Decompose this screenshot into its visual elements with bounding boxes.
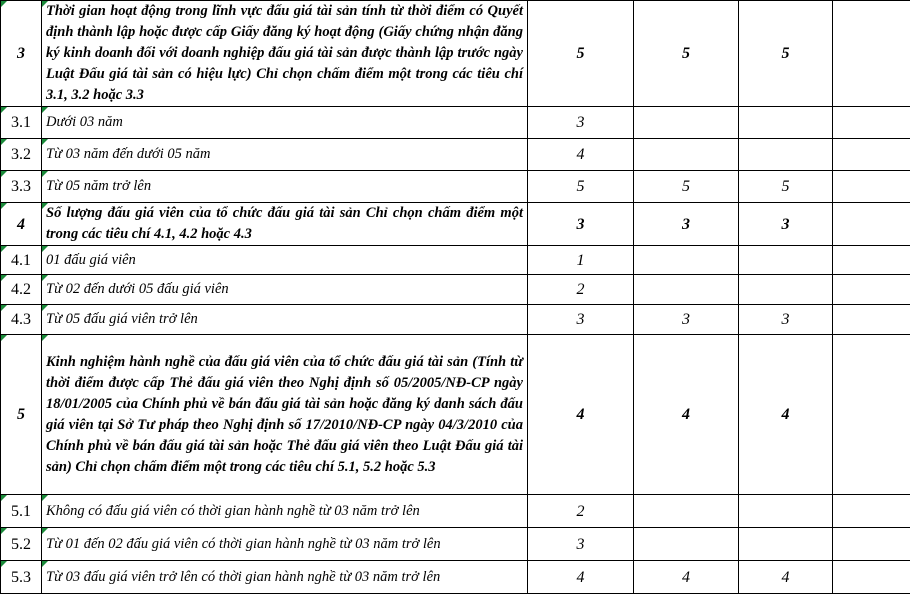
score-max: 2 bbox=[577, 281, 585, 298]
criteria-index: 5.1 bbox=[11, 503, 31, 520]
score-max-cell[interactable] bbox=[528, 335, 634, 495]
criteria-description: Từ 03 năm đến dưới 05 năm bbox=[46, 146, 211, 162]
criteria-index-cell[interactable] bbox=[1, 246, 42, 275]
score-note-cell[interactable] bbox=[833, 139, 910, 171]
criteria-index: 4.3 bbox=[11, 311, 31, 328]
cell-comment-marker-icon bbox=[1, 335, 7, 341]
score-max: 5 bbox=[577, 45, 585, 62]
criteria-description: Kinh nghiệm hành nghề của đấu giá viên của tổ chức đấu giá tài sản (Tính từ thời điểm được cấp Thẻ đấu giá viên theo Nghị định số 05/2005/NĐ-CP ngày 18/01/2005 của Chính phủ về bán đấu giá tài sản hoặc đăng ký danh sách đấu giá viên tại Sở Tư pháp theo Nghị định số 17/2010/NĐ-CP ngày 04/3/2010 của Chính phủ về bán đấu giá tài sản hoặc Thẻ đấu giá viên theo Luật Đấu giá tài sản) Chỉ chọn chấm điểm một trong các tiêu chí 5.1, 5.2 hoặc 5.3 bbox=[46, 354, 523, 475]
score-self: 4 bbox=[682, 569, 690, 586]
cell-comment-marker-icon bbox=[42, 335, 48, 341]
score-final-cell[interactable] bbox=[739, 495, 833, 528]
score-self-cell[interactable] bbox=[634, 171, 739, 203]
criteria-description-cell[interactable] bbox=[42, 107, 528, 139]
cell-comment-marker-icon bbox=[42, 246, 48, 252]
score-final: 5 bbox=[782, 178, 790, 195]
criteria-description: Số lượng đấu giá viên của tổ chức đấu giá tài sản Chỉ chọn chấm điểm một trong các tiêu chí 4.1, 4.2 hoặc 4.3 bbox=[46, 205, 523, 242]
cell-comment-marker-icon bbox=[1, 203, 7, 209]
score-max: 5 bbox=[577, 178, 585, 195]
sub-criteria-row bbox=[1, 561, 910, 594]
score-note-cell[interactable] bbox=[833, 107, 910, 139]
score-self-cell[interactable] bbox=[634, 203, 739, 246]
score-final-cell[interactable] bbox=[739, 171, 833, 203]
score-self-cell[interactable] bbox=[634, 305, 739, 335]
criteria-index-cell[interactable] bbox=[1, 139, 42, 171]
criteria-index-cell[interactable] bbox=[1, 528, 42, 561]
criteria-row bbox=[1, 335, 910, 495]
criteria-index-cell[interactable] bbox=[1, 305, 42, 335]
cell-comment-marker-icon bbox=[1, 246, 7, 252]
score-max: 4 bbox=[577, 146, 585, 163]
score-final-cell[interactable] bbox=[739, 203, 833, 246]
cell-comment-marker-icon bbox=[42, 495, 48, 501]
score-max-cell[interactable] bbox=[528, 139, 634, 171]
criteria-index-cell[interactable] bbox=[1, 275, 42, 305]
criteria-description: Dưới 03 năm bbox=[46, 114, 123, 130]
cell-comment-marker-icon bbox=[42, 107, 48, 113]
criteria-description: Từ 01 đến 02 đấu giá viên có thời gian hành nghề từ 03 năm trở lên bbox=[46, 536, 441, 552]
criteria-index-cell[interactable] bbox=[1, 495, 42, 528]
criteria-description: Từ 05 đấu giá viên trở lên bbox=[46, 311, 198, 327]
score-self: 5 bbox=[682, 178, 690, 195]
score-note-cell[interactable] bbox=[833, 561, 910, 594]
score-self-cell[interactable] bbox=[634, 1, 739, 107]
criteria-index: 3.2 bbox=[11, 146, 31, 163]
score-self: 5 bbox=[682, 45, 690, 62]
criteria-description-cell[interactable] bbox=[42, 275, 528, 305]
score-max: 4 bbox=[577, 569, 585, 586]
score-self-cell[interactable] bbox=[634, 528, 739, 561]
criteria-description-cell[interactable] bbox=[42, 495, 528, 528]
score-note-cell[interactable] bbox=[833, 171, 910, 203]
score-max-cell[interactable] bbox=[528, 528, 634, 561]
cell-comment-marker-icon bbox=[1, 495, 7, 501]
criteria-index-cell[interactable] bbox=[1, 203, 42, 246]
score-max-cell[interactable] bbox=[528, 203, 634, 246]
score-final: 4 bbox=[782, 406, 790, 423]
score-note-cell[interactable] bbox=[833, 495, 910, 528]
score-self: 3 bbox=[682, 311, 690, 328]
sub-criteria-row bbox=[1, 528, 910, 561]
score-max: 3 bbox=[577, 536, 585, 553]
cell-comment-marker-icon bbox=[1, 275, 7, 281]
score-self-cell[interactable] bbox=[634, 335, 739, 495]
score-final: 4 bbox=[782, 569, 790, 586]
score-final-cell[interactable] bbox=[739, 305, 833, 335]
sub-criteria-row bbox=[1, 275, 910, 305]
score-note-cell[interactable] bbox=[833, 246, 910, 275]
score-final: 5 bbox=[782, 45, 790, 62]
criteria-index: 3 bbox=[17, 45, 25, 62]
cell-comment-marker-icon bbox=[1, 561, 7, 567]
cell-comment-marker-icon bbox=[42, 171, 48, 177]
criteria-description: Từ 02 đến dưới 05 đấu giá viên bbox=[46, 281, 229, 297]
criteria-index: 3.1 bbox=[11, 114, 31, 131]
criteria-description-cell[interactable] bbox=[42, 305, 528, 335]
score-max: 2 bbox=[577, 503, 585, 520]
score-max-cell[interactable] bbox=[528, 246, 634, 275]
table-body bbox=[1, 1, 910, 594]
score-self: 3 bbox=[682, 216, 690, 233]
criteria-index-cell[interactable] bbox=[1, 171, 42, 203]
criteria-index-cell[interactable] bbox=[1, 107, 42, 139]
criteria-index-cell[interactable] bbox=[1, 561, 42, 594]
sub-criteria-row bbox=[1, 171, 910, 203]
score-max-cell[interactable] bbox=[528, 1, 634, 107]
cell-comment-marker-icon bbox=[1, 139, 7, 145]
score-max-cell[interactable] bbox=[528, 107, 634, 139]
score-final-cell[interactable] bbox=[739, 107, 833, 139]
score-final-cell[interactable] bbox=[739, 335, 833, 495]
criteria-description-cell[interactable] bbox=[42, 528, 528, 561]
score-max: 3 bbox=[577, 311, 585, 328]
score-max-cell[interactable] bbox=[528, 495, 634, 528]
score-max: 3 bbox=[577, 114, 585, 131]
score-note-cell[interactable] bbox=[833, 528, 910, 561]
score-self-cell[interactable] bbox=[634, 561, 739, 594]
criteria-index-cell[interactable] bbox=[1, 1, 42, 107]
criteria-index: 5.2 bbox=[11, 536, 31, 553]
criteria-row bbox=[1, 203, 910, 246]
score-self: 4 bbox=[682, 406, 690, 423]
score-final-cell[interactable] bbox=[739, 139, 833, 171]
score-final-cell[interactable] bbox=[739, 275, 833, 305]
sub-criteria-row bbox=[1, 305, 910, 335]
criteria-index: 4.2 bbox=[11, 281, 31, 298]
criteria-index: 4 bbox=[17, 216, 25, 233]
criteria-description: Không có đấu giá viên có thời gian hành nghề từ 03 năm trở lên bbox=[46, 503, 420, 519]
criteria-description: Từ 03 đấu giá viên trở lên có thời gian hành nghề từ 03 năm trở lên bbox=[46, 569, 440, 585]
cell-comment-marker-icon bbox=[42, 139, 48, 145]
criteria-index-cell[interactable] bbox=[1, 335, 42, 495]
score-final-cell[interactable] bbox=[739, 528, 833, 561]
cell-comment-marker-icon bbox=[1, 305, 7, 311]
score-self-cell[interactable] bbox=[634, 139, 739, 171]
score-self-cell[interactable] bbox=[634, 246, 739, 275]
criteria-index: 5 bbox=[17, 406, 25, 423]
cell-comment-marker-icon bbox=[42, 305, 48, 311]
cell-comment-marker-icon bbox=[42, 1, 48, 7]
score-final-cell[interactable] bbox=[739, 246, 833, 275]
score-max-cell[interactable] bbox=[528, 305, 634, 335]
score-max-cell[interactable] bbox=[528, 561, 634, 594]
score-note-cell[interactable] bbox=[833, 203, 910, 246]
cell-comment-marker-icon bbox=[42, 203, 48, 209]
cell-comment-marker-icon bbox=[42, 561, 48, 567]
criteria-description-cell[interactable] bbox=[42, 171, 528, 203]
score-final-cell[interactable] bbox=[739, 1, 833, 107]
cell-comment-marker-icon bbox=[1, 107, 7, 113]
score-note-cell[interactable] bbox=[833, 335, 910, 495]
score-final: 3 bbox=[782, 216, 790, 233]
criteria-description-cell[interactable] bbox=[42, 335, 528, 495]
cell-comment-marker-icon bbox=[42, 275, 48, 281]
sub-criteria-row bbox=[1, 246, 910, 275]
cell-comment-marker-icon bbox=[1, 1, 7, 7]
criteria-description-cell[interactable] bbox=[42, 1, 528, 107]
criteria-description-cell[interactable] bbox=[42, 561, 528, 594]
score-final: 3 bbox=[782, 311, 790, 328]
criteria-description: Thời gian hoạt động trong lĩnh vực đấu giá tài sản tính từ thời điểm có Quyết định thành lập hoặc được cấp Giấy đăng ký hoạt động (Giấy chứng nhận đăng ký kinh doanh đối với doanh nghiệp đấu giá tài sản được thành lập trước ngày Luật Đấu giá tài sản có hiệu lực) Chỉ chọn chấm điểm một trong các tiêu chí 3.1, 3.2 hoặc 3.3 bbox=[46, 3, 523, 103]
sub-criteria-row bbox=[1, 495, 910, 528]
criteria-index: 4.1 bbox=[11, 252, 31, 269]
score-max: 1 bbox=[577, 252, 585, 269]
criteria-description-cell[interactable] bbox=[42, 139, 528, 171]
score-final-cell[interactable] bbox=[739, 561, 833, 594]
sub-criteria-row bbox=[1, 107, 910, 139]
criteria-index: 3.3 bbox=[11, 178, 31, 195]
cell-comment-marker-icon bbox=[1, 528, 7, 534]
criteria-description-cell[interactable] bbox=[42, 203, 528, 246]
score-self-cell[interactable] bbox=[634, 275, 739, 305]
criteria-description-cell[interactable] bbox=[42, 246, 528, 275]
criteria-index: 5.3 bbox=[11, 569, 31, 586]
score-max: 3 bbox=[577, 216, 585, 233]
score-max-cell[interactable] bbox=[528, 275, 634, 305]
cell-comment-marker-icon bbox=[1, 171, 7, 177]
score-note-cell[interactable] bbox=[833, 305, 910, 335]
score-max: 4 bbox=[577, 406, 585, 423]
score-self-cell[interactable] bbox=[634, 107, 739, 139]
criteria-description: 01 đấu giá viên bbox=[46, 252, 136, 268]
sub-criteria-row bbox=[1, 139, 910, 171]
score-note-cell[interactable] bbox=[833, 1, 910, 107]
cell-comment-marker-icon bbox=[42, 528, 48, 534]
criteria-description: Từ 05 năm trở lên bbox=[46, 178, 151, 194]
score-self-cell[interactable] bbox=[634, 495, 739, 528]
score-note-cell[interactable] bbox=[833, 275, 910, 305]
criteria-row bbox=[1, 1, 910, 107]
score-max-cell[interactable] bbox=[528, 171, 634, 203]
